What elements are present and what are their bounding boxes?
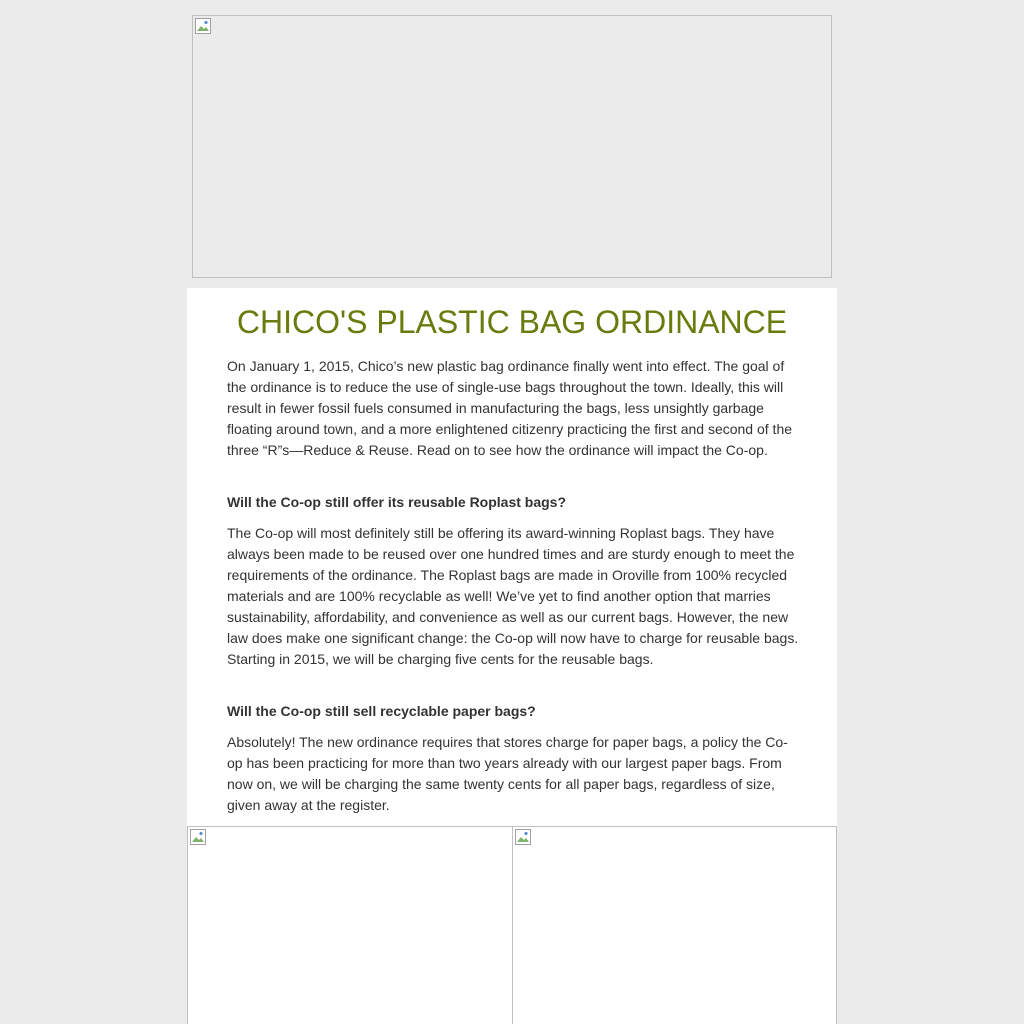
broken-image-icon: [190, 829, 206, 845]
bottom-left-image: [187, 826, 513, 1024]
broken-image-icon: [515, 829, 531, 845]
question-paper-bags: Will the Co-op still sell recyclable paper bags?: [227, 703, 536, 719]
answer-paper-bags: Absolutely! The new ordinance requires that stores charge for paper bags, a policy the Co-op has been practicing for more than two years already with our largest paper bags. From now on, we will be charging the same twenty cents for all paper bags, regardless of size, given away at the register.: [227, 734, 788, 813]
header-image: [192, 15, 832, 278]
article-content: [187, 288, 837, 826]
intro-paragraph: On January 1, 2015, Chico’s new plastic bag ordinance finally went into effect. The goal of the ordinance is to reduce the use of single-use bags throughout the town. Ideally, this will result in fewer fossil fuels consumed in manufacturing the bags, less unsightly garbage floating around town, and a more enlightened citizenry practicing the first and second of the three “R”s—Reduce & Reuse. Read on to see how the ordinance will impact the Co-op.: [227, 358, 793, 458]
broken-image-icon: [195, 18, 211, 34]
bottom-right-image: [512, 826, 837, 1024]
answer-roplast-bags: The Co-op will most definitely still be offering its award-winning Roplast bags. They have always been made to be reused over one hundred times and are sturdy enough to meet the requirements of the ordinance. The Roplast bags are made in Oroville from 100% recycled materials and are 100% recyclable as well! We’ve yet to find another option that marries sustainability, affordability, and convenience as well as our current bags. However, the new law does make one significant change: the Co-op will now have to charge for reusable bags. Starting in 2015, we will be charging five cents for the reusable bags.: [227, 525, 799, 667]
article-title: CHICO'S PLASTIC BAG ORDINANCE: [236, 304, 788, 340]
question-roplast-bags: Will the Co-op still offer its reusable Roplast bags?: [227, 494, 567, 510]
